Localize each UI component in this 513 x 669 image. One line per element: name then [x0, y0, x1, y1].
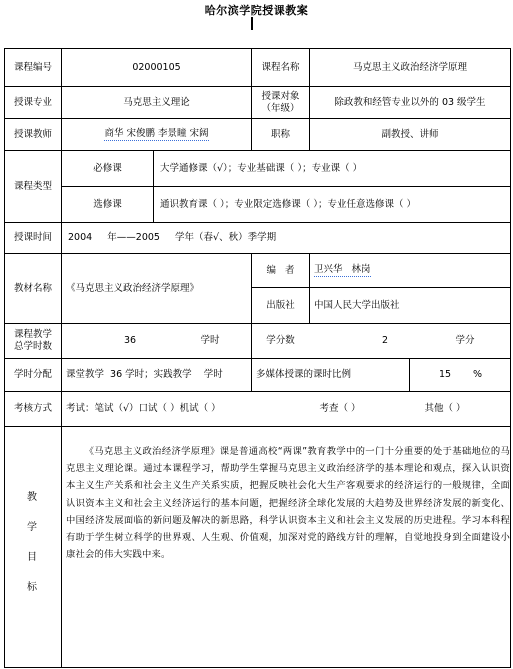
exam-value: 考试：笔试（√）口试（ ）机试（ ）: [66, 403, 221, 414]
hours-value: 36: [123, 335, 137, 346]
elective-value: 通识教育课（ ）；专业限定选修课（ ）；专业任意选修课（ ）: [160, 198, 417, 210]
textbook-value: 《马克思主义政治经济学原理》: [66, 282, 200, 294]
hours-label-line-2: 总学时数: [13, 341, 52, 352]
publisher-label: 出版社: [266, 299, 295, 311]
credits-value: 2: [381, 335, 389, 346]
publisher-value: 中国人民大学出版社: [314, 299, 400, 311]
title-label: 职称: [270, 128, 290, 140]
target-value: 除政教和经管专业以外的 03 级学生: [334, 96, 486, 108]
major-label: 授课专业: [13, 96, 52, 108]
alloc-value: 课堂教学 36 学时；实践教学 学时: [66, 369, 223, 380]
hours-label-line-1: 课程教学: [13, 329, 52, 340]
title-value: 副教授、讲师: [381, 128, 439, 140]
course-name-value: 马克思主义政治经济学原理: [352, 61, 467, 73]
goal-vertical-label: [24, 488, 40, 608]
teacher-label: 授课教师: [13, 128, 52, 140]
goal-char-4: 标: [27, 582, 37, 593]
credits-unit: 学分: [455, 335, 475, 346]
target-label-line-2: （年级）: [261, 102, 300, 114]
alloc-label: 学时分配: [13, 369, 52, 380]
target-label: [252, 87, 309, 118]
goal-char-3: 目: [27, 552, 37, 563]
course-type-label: 课程类型: [13, 180, 52, 192]
time-value: 2004 年——2005 学年（春√、秋）季学期: [68, 232, 277, 243]
text-cursor: [251, 17, 253, 30]
hours-unit: 学时: [200, 335, 220, 346]
multimedia-value: 15: [438, 369, 452, 380]
course-code-value: 02000105: [132, 61, 181, 73]
textbook-label: 教材名称: [13, 282, 52, 294]
multimedia-unit: %: [472, 369, 483, 380]
credits-label: 学分数: [266, 335, 295, 346]
other-label: 其他（ ）: [424, 403, 466, 414]
goal-char-2: 学: [27, 522, 37, 533]
time-label: 授课时间: [13, 232, 52, 243]
exam-label: 考核方式: [13, 403, 52, 414]
editor-names: 卫兴华 林岗: [314, 264, 371, 275]
check-label: 考查（ ）: [319, 403, 361, 414]
goal-paragraph: 《马克思主义政治经济学原理》课是普通高校“两课”教育教学中的一门十分重要的处于基础地位的马克思主义理论课。通过本课程学习，帮助学生掌握马克思主义政治经济学的基本理论和观点，探入认识资本主义生产关系和社会主义生产关系实质，把握反映社会化大生产客观要求的经济运行的一般规律，全面认识资本主义和社会主义经济运行的基本问题，把握经济全球化发展的大趋势及世界经济发展的新变化、中国经济发展面临的新问题及解决的新思路，科学认识资本主义和社会主义发展的历史进程。学习本科程有助于学生树立科学的世界观、人生观、价值观，加深对党的路线方针的理解，自觉地投身到全面建设小康社会的伟大实践中来。: [66, 446, 510, 561]
elective-label: 选修课: [93, 198, 122, 210]
hours-label: [5, 324, 61, 358]
course-name-label: 课程名称: [261, 61, 300, 73]
editor-value: [314, 254, 508, 287]
multimedia-label: 多媒体授课的课时比例: [256, 369, 352, 380]
major-value: 马克思主义理论: [123, 96, 190, 108]
teacher-names: 商华 宋俊鹏 李景瞳 宋阔: [104, 128, 209, 139]
course-code-label: 课程编号: [13, 61, 52, 73]
document-title: 哈尔滨学院授课教案: [204, 4, 309, 17]
goal-char-1: 教: [27, 492, 37, 503]
required-label: 必修课: [93, 162, 122, 174]
teacher-value: [62, 119, 251, 150]
target-label-line-1: 授课对象: [261, 90, 300, 102]
required-value: 大学通修课（√）；专业基础课（ ）；专业课（ ）: [160, 162, 363, 174]
editor-label: 编 者: [266, 264, 295, 276]
